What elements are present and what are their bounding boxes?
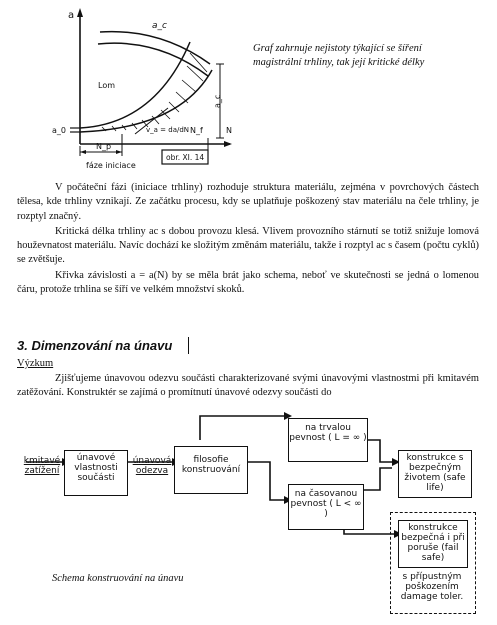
section-heading: 3. Dimenzování na únavu [17,338,173,353]
scheme-arrow-label: únavová odezva [132,456,172,476]
graph-ref-label: obr. XI. 14 [166,153,205,162]
graph-slope-label: v_a = da/dN [146,126,190,134]
paragraph-curve: Křivka závislosti a = a(N) by se měla brát jako schema, neboť ve skutečnosti se jedná o lomenou čáru, protože trhlina se šíří ve velkém množství skoků. [17,269,479,296]
scheme-box-safe-life: konstrukce s bezpečným životem (safe life) [398,450,472,498]
scheme-box-design-philosophy: filosofie konstruování [174,446,248,494]
graph-axis-y-label: a [68,10,75,21]
graph-ac-side-label: a_c [213,94,222,108]
paragraph-initiation: V počáteční fázi (iniciace trhliny) rozhoduje struktura materiálu, zejména v povrchových částech tělesa, kde trhliny vznikají. Ze začátku procesu, kdy se uplatňuje poškozený stav materiálu na čele trhliny, je rozptyl značný. [17,182,479,222]
scheme-caption: Schema konstruování na únavu [52,573,184,584]
graph-axis-x-label: N [226,126,232,135]
graph-a0-label: a_0 [52,126,66,135]
graph-phase-label: fáze iniciace [86,161,136,170]
scheme-damage-tolerance-note: s přípustným poškozením damage toler. [400,572,464,602]
graph-nf-label: N_f [190,126,203,135]
figure-caption: Graf zahrnuje nejistoty týkající se šíření magistrální trhliny, tak její kritické délky [253,43,425,68]
section-subheading: Výzkum [17,358,54,369]
scheme-input-label: kmitavé zatížení [23,456,61,476]
scheme-box-fatigue-properties: únavové vlastnosti součásti [64,450,128,496]
graph-curve-label: a_c [152,21,167,31]
graph-region-label: Lom [98,81,116,90]
scheme-box-fail-safe: konstrukce bezpečná i při poruše (fail safe) [398,520,468,568]
scheme-box-timed-strength: na časovanou pevnost ( L < ∞ ) [288,484,364,530]
scheme-box-endurance: na trvalou pevnost ( L = ∞ ) [288,418,368,462]
paragraph-critical-length: Kritická délka trhliny ac s dobou provozu klesá. Vlivem provozního stárnutí se totiž snižuje lomová houževnatost materiálu. Navíc dochází ke složitým změnám materiálu, takže i rozptyl ac s časem (počtu cyklů) se zvětšuje. [17,225,479,266]
graph-np-label: N_p [96,142,112,151]
section-text: Zjišťujeme únavovou odezvu součásti charakterizované svými únavovými vlastnostmi při kmitavém zatěžování. Konstruktér se zajímá o promítnutí únavové odezvy součásti do [17,373,479,399]
